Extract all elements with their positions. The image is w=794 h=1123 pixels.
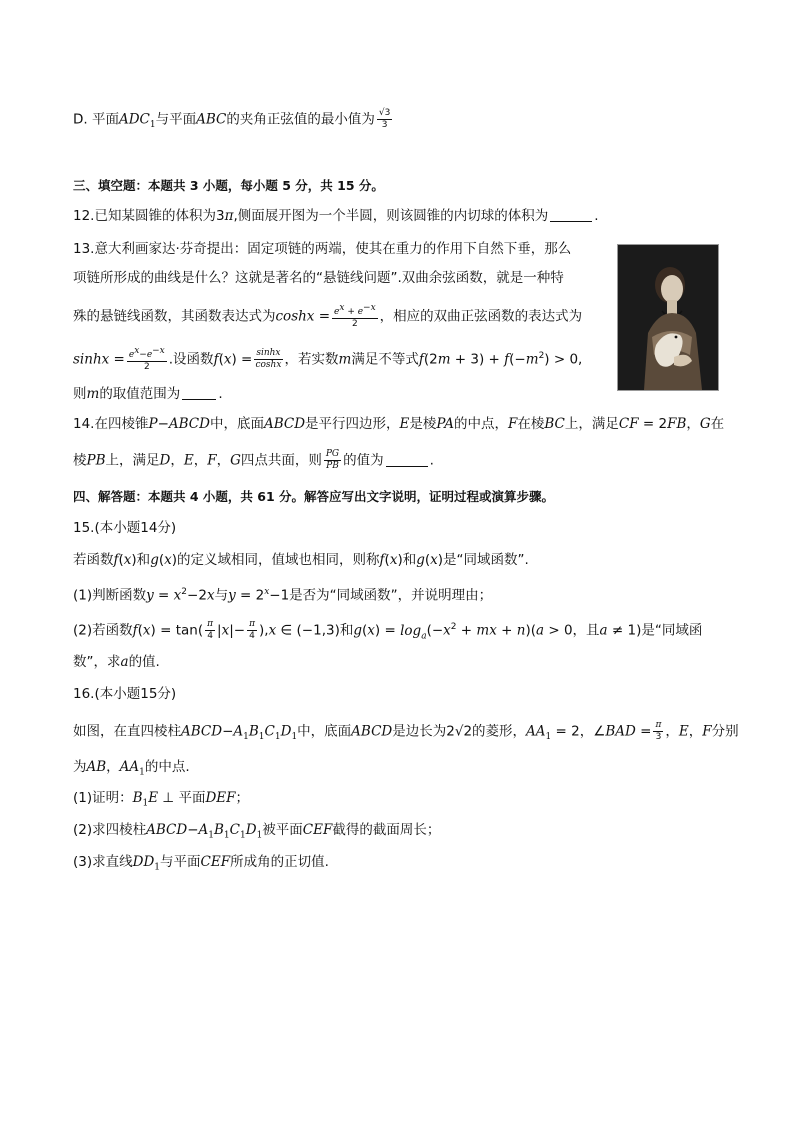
- question-16-heading: 16.(本小题15分): [73, 686, 177, 702]
- question-15-heading: 15.(本小题14分): [73, 520, 177, 536]
- question-12: 12.已知某圆锥的体积为3π,侧面展开图为一个半圆，则该圆锥的内切球的体积为 .: [73, 208, 599, 224]
- question-15-part-2: (2)若函数f(x) = tan( $\frac{\pi}{4}$ |x|− $\frac{\pi}{4}$ ),x ∈ (−1,3)和$g(x) = \log_a(-x^2$ + mx + n)(a > 0，且a ≠ 1)是“同域函: [73, 619, 703, 642]
- question-13-line-2: 项链所形成的曲线是什么？这就是著名的“悬链线问题”.双曲余弦函数，就是一种特: [73, 270, 564, 286]
- lady-with-ermine-portrait: [617, 244, 719, 391]
- question-13-line-3: 殊的悬链线函数，其函数表达式为coshx = $\frac{e^x + e^{-x}}{2}$ ，相应的双曲正弦函数的表达式为: [73, 303, 583, 329]
- question-13-line-4: sinhx = $\frac{e^x-e^{-x}}{2}$ .设函数f(x) = $\frac{\sinh x}{\cosh x}$ ，若实数m满足不等式$f(2m + 3) + f(-m^2) > 0$,: [73, 346, 583, 372]
- question-16-line-2: 为AB，$AA_1$的中点.: [73, 759, 190, 778]
- question-15-line-1: 若函数f(x)和g(x)的定义域相同，值域也相同，则称f(x)和g(x)是“同域函数”.: [73, 552, 529, 568]
- question-15-part-2-cont: 数”，求a的值.: [73, 654, 160, 670]
- option-d: D. 平面$ADC_1$与平面ABC的夹角正弦值的最小值为 $\frac{√3}{3}$: [73, 108, 391, 131]
- question-14-line-1: 14.在四棱锥P−ABCD中，底面ABCD是平行四边形，E是棱PA的中点，F在棱BC上，满足CF = 2FB，G在: [73, 416, 725, 432]
- question-16-part-2: (2)求四棱柱$ABCD-A_1B_1C_1D_1$被平面CEF截得的截面周长；: [73, 822, 441, 841]
- question-15-part-1: (1)判断函数$y = x^2-2x$与$y = 2^x-1$是否为“同域函数”，并说明理由；: [73, 587, 493, 604]
- question-14-line-2: 棱PB上，满足D，E，F，G四点共面，则 $\frac{PG}{PB}$ 的值为 .: [73, 449, 434, 471]
- question-16-part-3: (3)求直线$DD_1$与平面CEF所成角的正切值.: [73, 854, 329, 873]
- section-3-header: 三、填空题：本题共 3 小题，每小题 5 分，共 15 分。: [73, 178, 384, 193]
- question-13-line-1: 13.意大利画家达·芬奇提出：固定项链的两端，使其在重力的作用下自然下垂，那么: [73, 241, 572, 257]
- question-16-part-1: (1)证明：$B_1E$ ⊥ 平面DEF；: [73, 790, 250, 809]
- question-16-line-1: 如图，在直四棱柱$ABCD-A_1B_1C_1D_1$中，底面ABCD是边长为2√2的菱形，$AA_1 = 2$，∠BAD = $\frac{\pi}{3}$ ，E，F分别: [73, 720, 739, 743]
- section-4-header: 四、解答题：本题共 4 小题，共 61 分。解答应写出文字说明，证明过程或演算步骤。: [73, 489, 555, 504]
- question-13-line-5: 则m的取值范围为 .: [73, 386, 223, 402]
